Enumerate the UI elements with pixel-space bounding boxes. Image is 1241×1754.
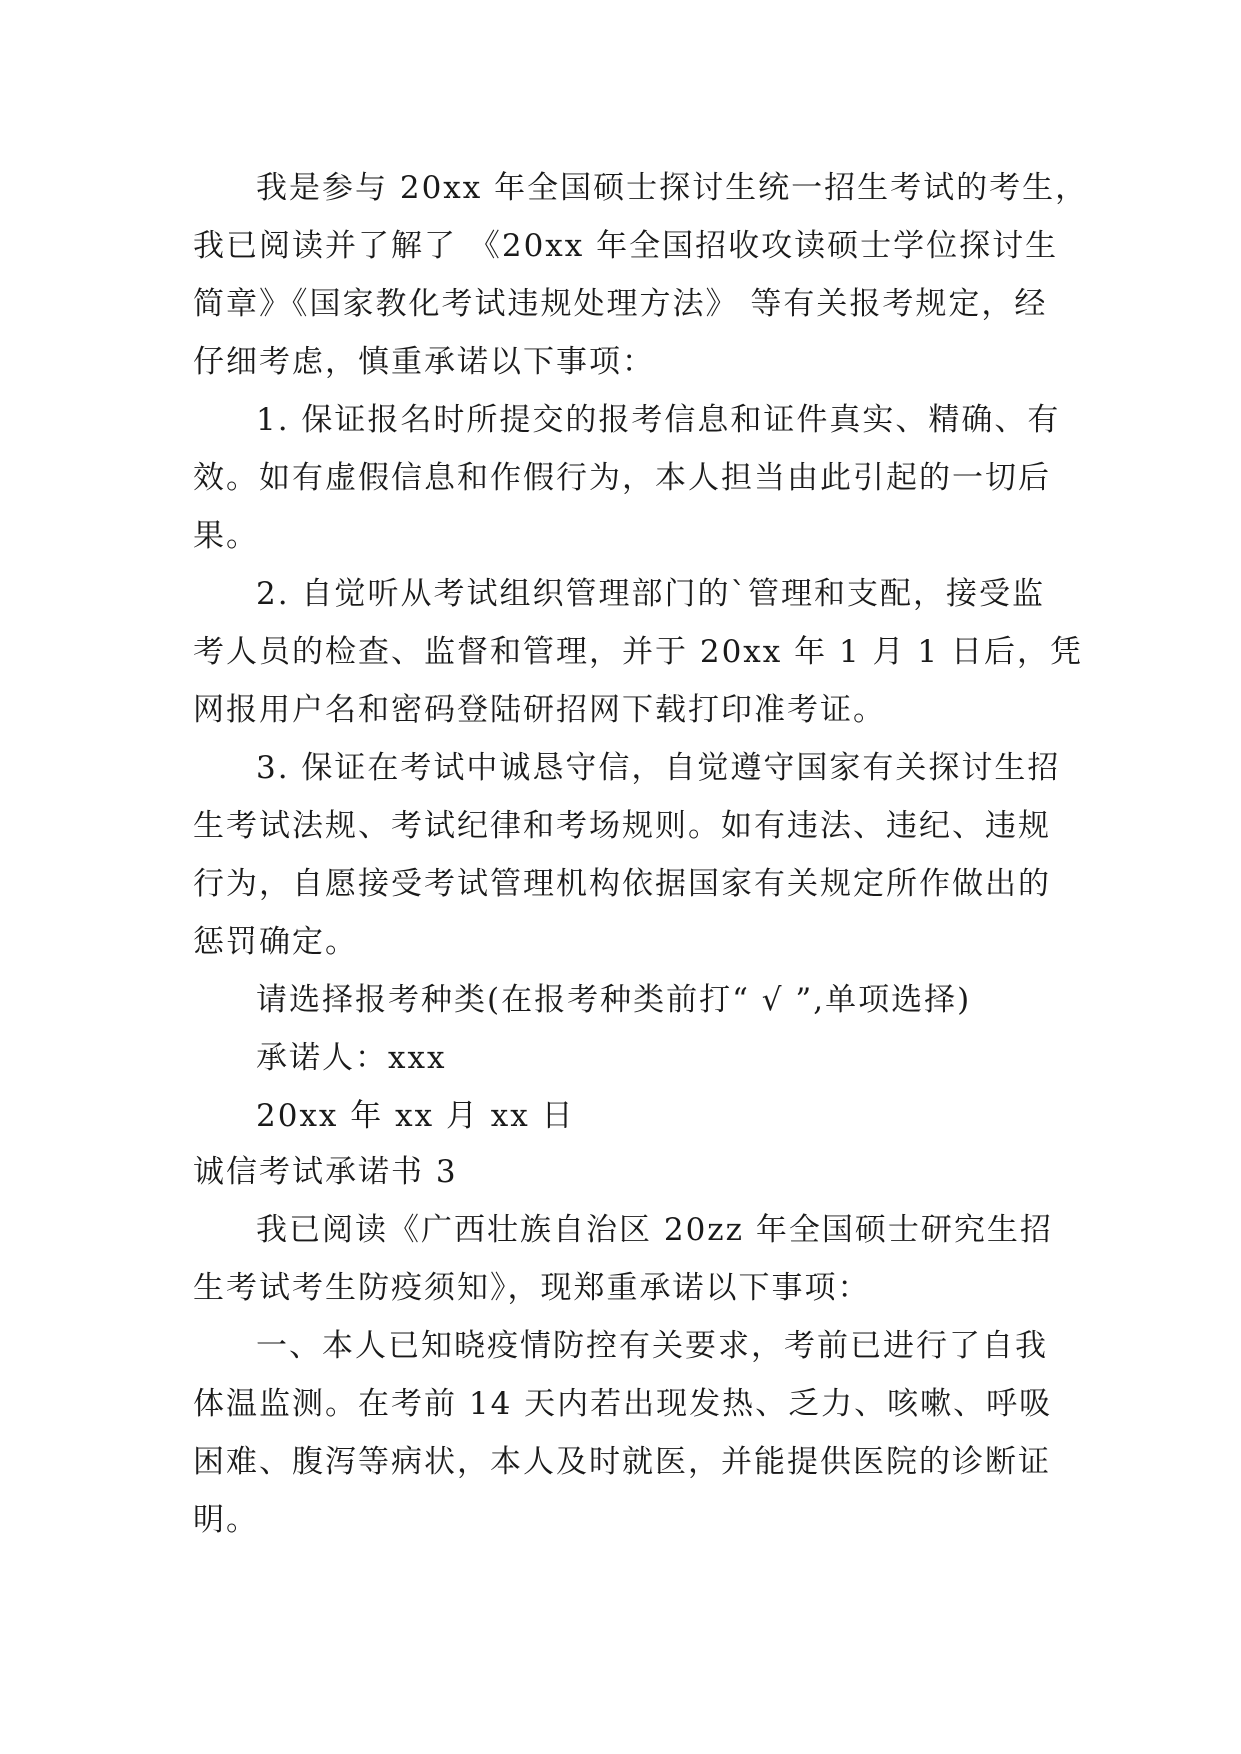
paragraph-covid-line-1: 我已阅读《广西壮族自治区 20zz 年全国硕士研究生招 (256, 1212, 1053, 1248)
item-1-line-3: 果。 (193, 518, 259, 554)
paragraph-covid-line-2: 生考试考生防疫须知》，现郑重承诺以下事项： (193, 1270, 871, 1306)
item-2-line-1: 2. 自觉听从考试组织管理部门的`管理和支配，接受监 (256, 576, 1045, 612)
paragraph-intro-line-3: 简章》《国家教化考试违规处理方法》 等有关报考规定，经 (193, 286, 1048, 322)
item-3-line-2: 生考试法规、考试纪律和考场规则。如有违法、违纪、违规 (193, 808, 1051, 844)
item-one-line-4: 明。 (193, 1502, 259, 1538)
promiser-signature: 承诺人：xxx (256, 1040, 447, 1076)
paragraph-intro-line-4: 仔细考虑，慎重承诺以下事项： (193, 344, 655, 380)
item-2-line-2: 考人员的检查、监督和管理，并于 20xx 年 1 月 1 日后，凭 (193, 634, 1083, 670)
item-1-line-1: 1. 保证报名时所提交的报考信息和证件真实、精确、有 (256, 402, 1061, 438)
item-one-line-3: 困难、腹泻等病状，本人及时就医，并能提供医院的诊断证 (193, 1444, 1051, 1480)
item-1-line-2: 效。如有虚假信息和作假行为，本人担当由此引起的一切后 (193, 460, 1051, 496)
item-3-line-1: 3. 保证在考试中诚恳守信，自觉遵守国家有关探讨生招 (256, 750, 1061, 786)
signature-date: 20xx 年 xx 月 xx 日 (256, 1098, 575, 1134)
choose-category-instruction: 请选择报考种类(在报考种类前打“ √ ”,单项选择) (256, 982, 972, 1018)
item-2-line-3: 网报用户名和密码登陆研招网下载打印准考证。 (193, 692, 886, 728)
item-3-line-4: 惩罚确定。 (193, 924, 358, 960)
paragraph-intro-line-2: 我已阅读并了解了 《20xx 年全国招收攻读硕士学位探讨生 (193, 228, 1059, 264)
item-3-line-3: 行为，自愿接受考试管理机构依据国家有关规定所作做出的 (193, 866, 1051, 902)
section-heading-3: 诚信考试承诺书 3 (193, 1154, 458, 1190)
item-one-line-1: 一、本人已知晓疫情防控有关要求，考前已进行了自我 (256, 1328, 1048, 1364)
paragraph-intro-line-1: 我是参与 20xx 年全国硕士探讨生统一招生考试的考生， (256, 170, 1089, 206)
item-one-line-2: 体温监测。在考前 14 天内若出现发热、乏力、咳嗽、呼吸 (193, 1386, 1053, 1422)
